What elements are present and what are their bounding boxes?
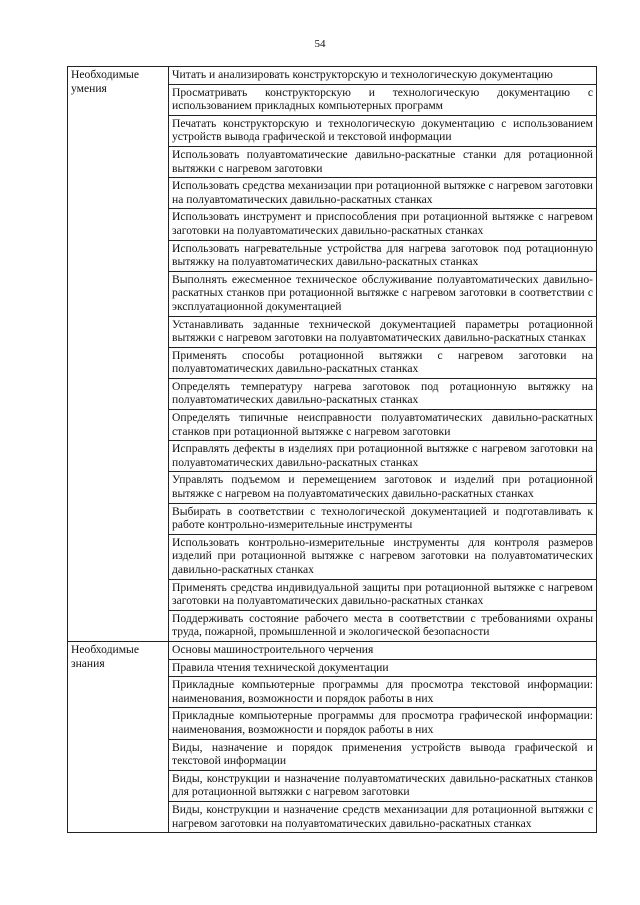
knowledge-item: Правила чтения технической документации [169,659,597,677]
skill-item: Использовать средства механизации при ротационной вытяжке с нагревом заготовки на полуавтоматических давильно-раскатных станках [169,178,597,209]
skill-item: Использовать нагревательные устройства для нагрева заготовок под ротационную вытяжку на полуавтоматических давильно-раскатных станках [169,240,597,271]
knowledge-item: Прикладные компьютерные программы для просмотра текстовой информации: наименования, возможности и порядок работы в них [169,677,597,708]
skill-item: Использовать инструмент и приспособления при ротационной вытяжке с нагревом заготовки на полуавтоматических давильно-раскатных станках [169,209,597,240]
skill-item: Управлять подъемом и перемещением заготовок и изделий при ротационной вытяжке с нагревом на полуавтоматических давильно-раскатных станках [169,472,597,503]
skill-item: Выполнять ежесменное техническое обслуживание полуавтоматических давильно-раскатных станков при ротационной вытяжке с нагревом заготовки в соответствии с эксплуатационной документацией [169,271,597,316]
skill-item: Использовать полуавтоматические давильно-раскатные станки для ротационной вытяжки с нагревом заготовки [169,146,597,177]
skill-item: Определять типичные неисправности полуавтоматических давильно-раскатных станков при ротационной вытяжке с нагревом заготовки [169,410,597,441]
knowledge-item: Виды, назначение и порядок применения устройств вывода графической и текстовой информации [169,739,597,770]
section-label-skills: Необходимые умения [68,67,169,642]
knowledge-item: Прикладные компьютерные программы для просмотра графической информации: наименования, возможности и порядок работы в них [169,708,597,739]
skill-item: Применять средства индивидуальной защиты при ротационной вытяжке с нагревом заготовки на полуавтоматических давильно-раскатных станках [169,579,597,610]
skill-item: Исправлять дефекты в изделиях при ротационной вытяжке с нагревом заготовки на полуавтоматических давильно-раскатных станках [169,441,597,472]
requirements-table [67,66,597,833]
section-label-knowledge: Необходимые знания [68,641,169,832]
knowledge-item: Основы машиностроительного черчения [169,641,597,659]
knowledge-item: Виды, конструкции и назначение полуавтоматических давильно-раскатных станков для ротационной вытяжки с нагревом заготовки [169,770,597,801]
skill-item: Устанавливать заданные технической документацией параметры ротационной вытяжки с нагревом заготовки на полуавтоматических давильно-раскатных станках [169,316,597,347]
skill-item: Применять способы ротационной вытяжки с нагревом заготовки на полуавтоматических давильно-раскатных станках [169,347,597,378]
skill-item: Печатать конструкторскую и технологическую документацию с использованием устройств вывода графической и текстовой информации [169,115,597,146]
skill-item: Поддерживать состояние рабочего места в соответствии с требованиями охраны труда, пожарной, промышленной и экологической безопасности [169,610,597,641]
table-row [68,641,597,659]
skill-item: Читать и анализировать конструкторскую и технологическую документацию [169,67,597,85]
page-number: 54 [314,38,326,50]
requirements-table-body [68,67,597,833]
skill-item: Выбирать в соответствии с технологической документацией и подготавливать к работе контрольно-измерительные инструменты [169,503,597,534]
skill-item: Просматривать конструкторскую и технологическую документацию с использованием прикладных компьютерных программ [169,84,597,115]
skill-item: Определять температуру нагрева заготовок под ротационную вытяжку на полуавтоматических давильно-раскатных станках [169,378,597,409]
skill-item: Использовать контрольно-измерительные инструменты для контроля размеров изделий при ротационной вытяжке с нагревом заготовки на полуавтоматических давильно-раскатных станках [169,534,597,579]
knowledge-item: Виды, конструкции и назначение средств механизации для ротационной вытяжки с нагревом заготовки на полуавтоматических давильно-раскатных станках [169,801,597,832]
table-row [68,67,597,85]
